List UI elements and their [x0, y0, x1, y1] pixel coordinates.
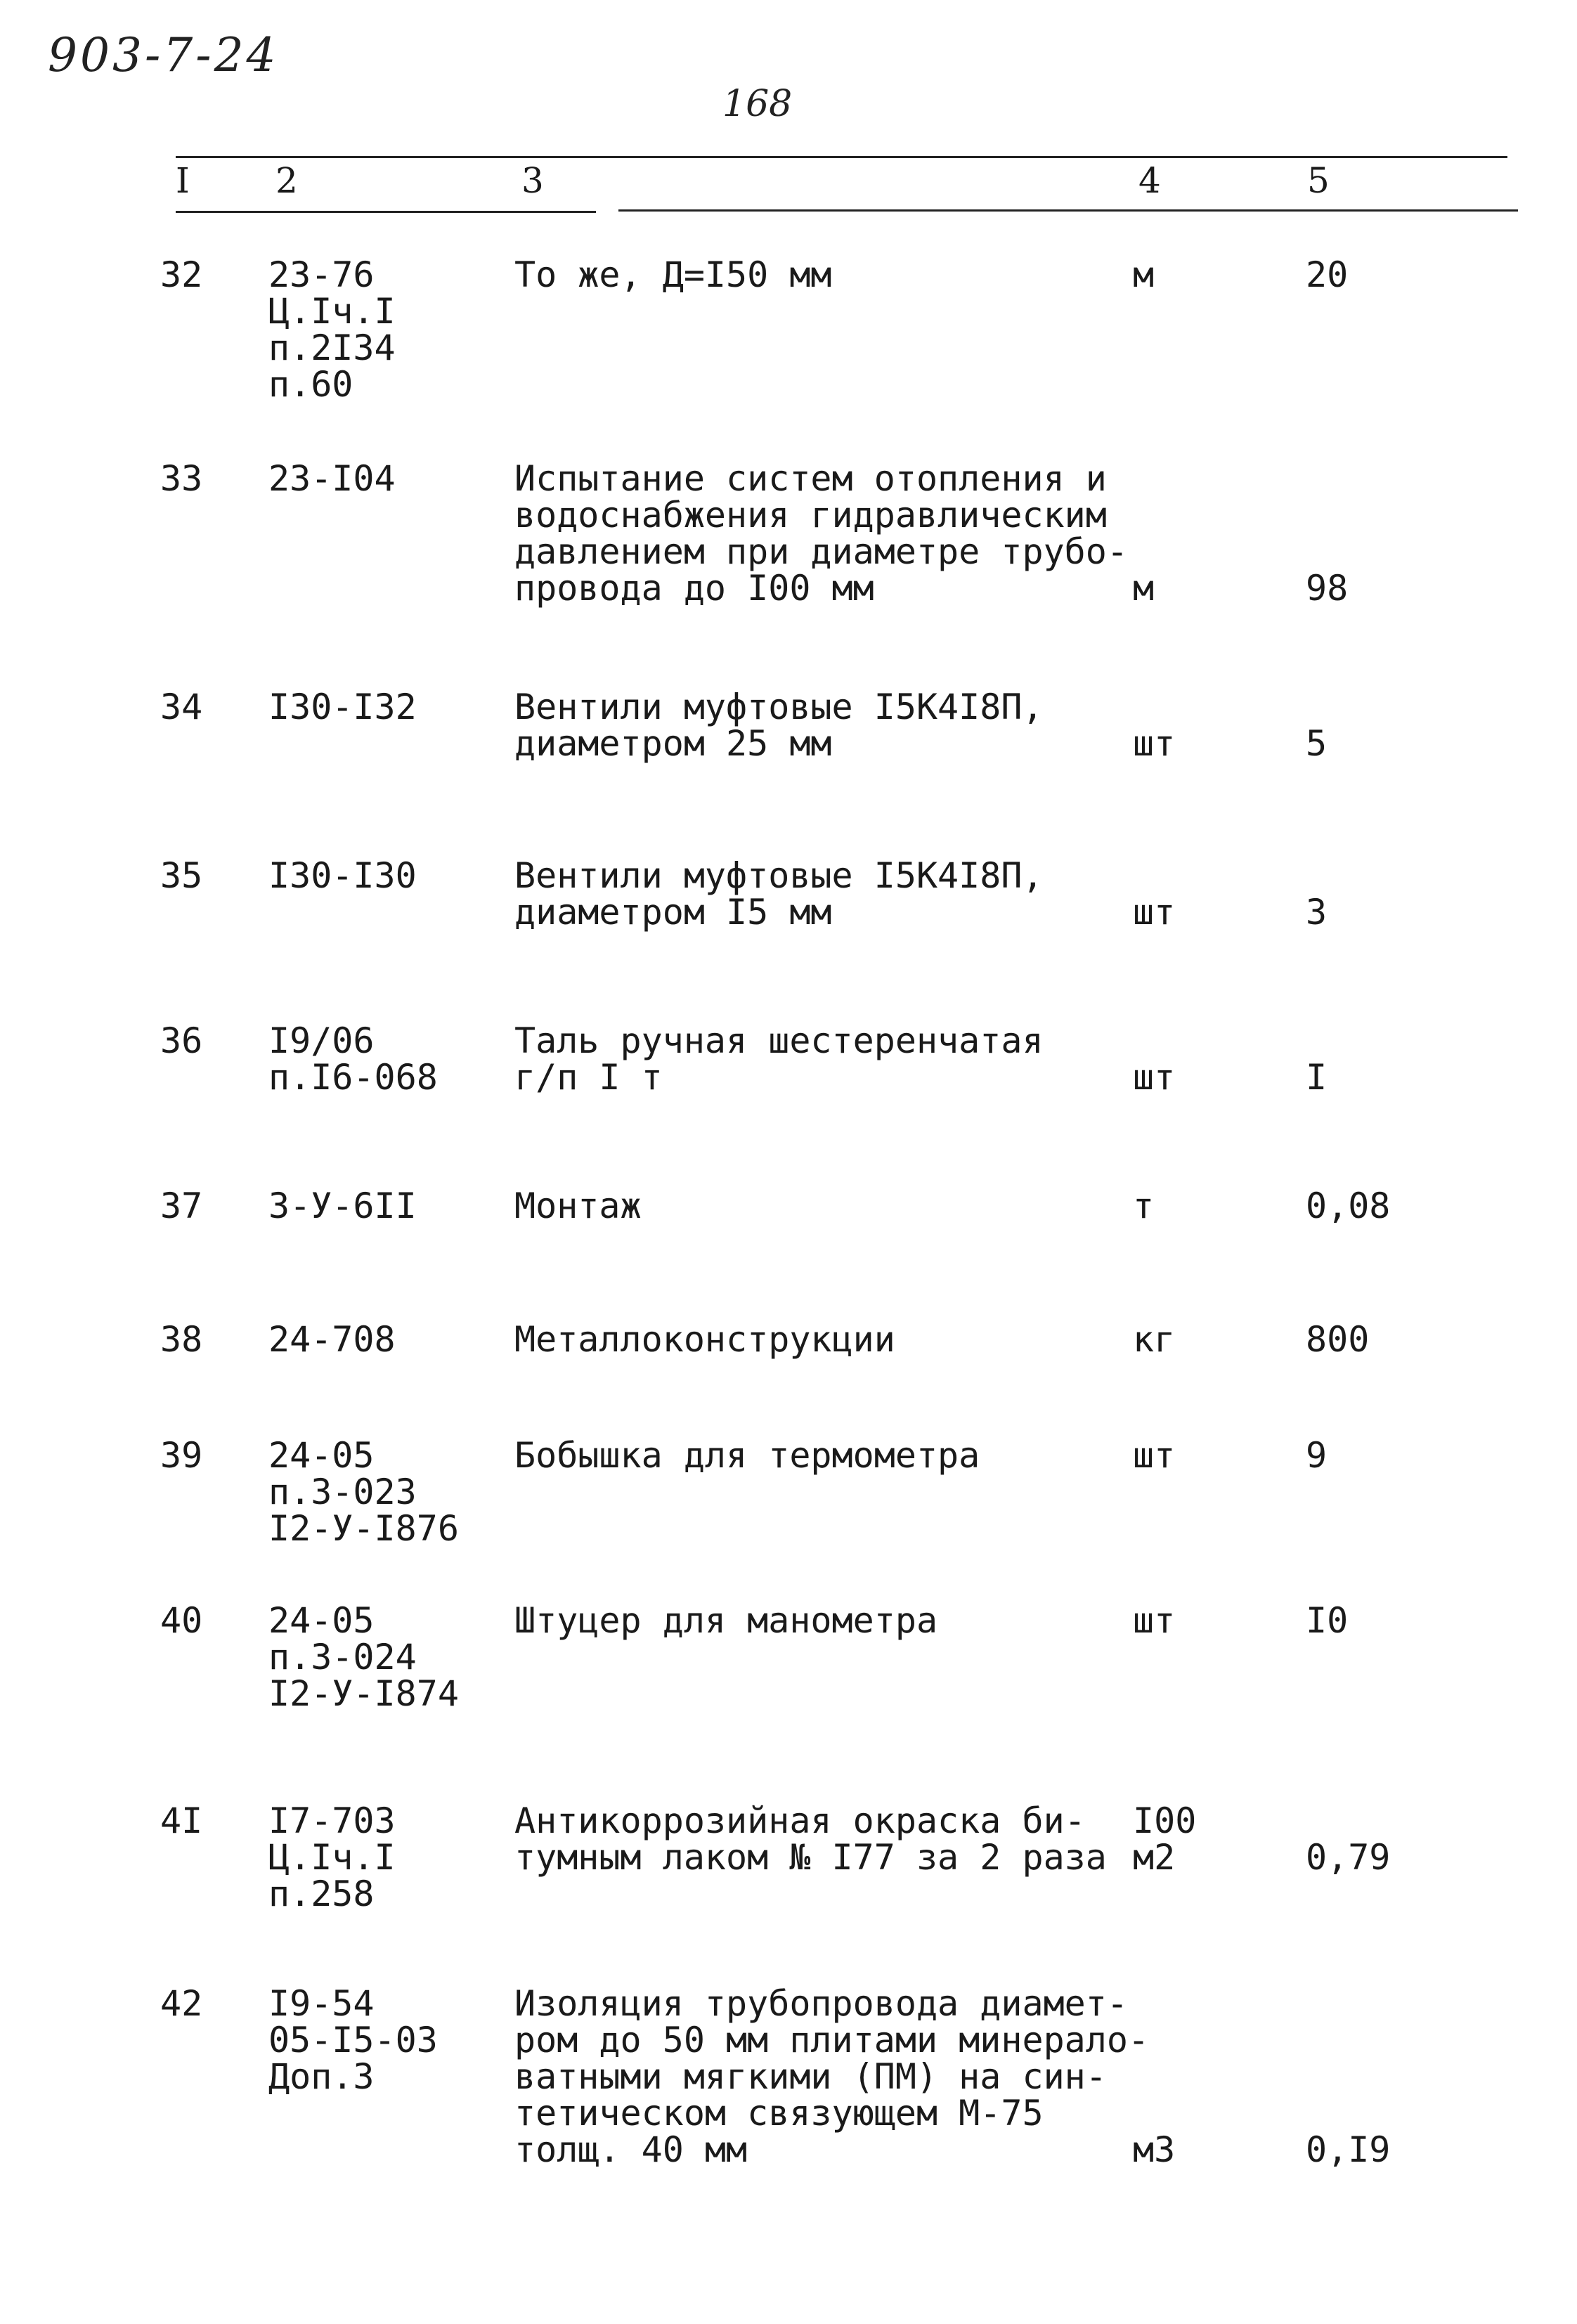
row-code-line: Ц.Iч.I: [268, 1837, 396, 1878]
header-col-5: 5: [1307, 160, 1330, 201]
row-quantity: 0,08: [1306, 1186, 1391, 1226]
row-description: [514, 855, 1044, 933]
row-description: [514, 1602, 937, 1639]
row-description-line: Испытание систем отопления и: [514, 458, 1107, 499]
row-code-line: п.60: [268, 364, 353, 405]
row-quantity: 3: [1306, 892, 1328, 933]
table-top-rule: [176, 156, 1507, 158]
row-code: [268, 254, 396, 405]
row-number: 34: [160, 687, 203, 727]
row-code: [268, 1188, 417, 1224]
row-description: [514, 1800, 1107, 1878]
row-code-line: 23-76: [268, 254, 375, 295]
row-code: [268, 857, 417, 894]
header-col-4: 4: [1138, 160, 1161, 201]
row-number: 37: [160, 1186, 203, 1226]
row-number: 38: [160, 1319, 203, 1360]
row-quantity: 0,79: [1306, 1837, 1391, 1878]
row-description-line: ватными мягкими (ПМ) на син-: [514, 2056, 1107, 2097]
row-code-line: п.2I34: [268, 327, 396, 368]
row-description: [514, 1321, 895, 1358]
row-unit: м: [1133, 568, 1155, 609]
row-number: 33: [160, 458, 203, 499]
row-code: [268, 1437, 459, 1547]
row-description-line: тетическом связующем М-75: [514, 2093, 1044, 2134]
row-description-line: Штуцер для манометра: [514, 1600, 938, 1641]
row-quantity: 800: [1306, 1319, 1370, 1360]
page-number: 168: [722, 83, 793, 125]
row-code: [268, 1602, 459, 1712]
row-description-line: ром до 50 мм плитами минерало-: [514, 2020, 1150, 2060]
row-description: [514, 1188, 642, 1224]
header-col-2: 2: [275, 160, 298, 201]
row-description-line: Вентили муфтовые I5К4I8П,: [514, 687, 1044, 727]
row-description-line: тумным лаком № I77 за 2 раза: [514, 1837, 1107, 1878]
row-code-line: 24-05: [268, 1435, 375, 1476]
row-description-line: толщ. 40 мм: [514, 2129, 748, 2170]
row-description-line: Металлоконструкции: [514, 1319, 895, 1360]
row-description-line: Таль ручная шестеренчатая: [514, 1020, 1044, 1061]
row-code-line: п.3-023: [268, 1472, 417, 1512]
row-description-line: Вентили муфтовые I5К4I8П,: [514, 855, 1044, 896]
row-code-line: п.I6-068: [268, 1057, 438, 1098]
row-quantity: 98: [1306, 568, 1349, 609]
row-code-line: 24-708: [268, 1319, 396, 1360]
row-code: [268, 1985, 438, 2095]
row-quantity: 20: [1306, 254, 1349, 295]
document-code: 903-7-24: [48, 28, 279, 82]
row-description: [514, 1020, 1044, 1098]
row-unit: шт: [1133, 723, 1176, 764]
row-unit: шт: [1133, 1435, 1176, 1476]
row-unit: шт: [1133, 1057, 1176, 1098]
row-description: [514, 1437, 980, 1474]
row-description-line: диаметром I5 мм: [514, 892, 832, 933]
row-code-line: п.258: [268, 1874, 375, 1914]
row-code-line: Ц.Iч.I: [268, 291, 396, 332]
row-quantity: I: [1306, 1057, 1328, 1098]
row-code: [268, 689, 417, 725]
row-description-line: Монтаж: [514, 1186, 642, 1226]
row-code: [268, 1800, 396, 1914]
row-code-line: I2-У-I876: [268, 1508, 459, 1549]
row-code-line: I9-54: [268, 1983, 375, 2024]
row-description-line: Изоляция трубопровода диамет-: [514, 1983, 1128, 2024]
row-unit: I00 м2: [1133, 1800, 1197, 1878]
row-quantity: I0: [1306, 1600, 1349, 1641]
header-col-1: I: [176, 160, 190, 201]
row-unit: т: [1133, 1186, 1155, 1226]
row-unit: шт: [1133, 1600, 1176, 1641]
row-description-line: То же, Д=I50 мм: [514, 254, 832, 295]
row-description-line: диаметром 25 мм: [514, 723, 832, 764]
row-unit: м: [1133, 254, 1155, 295]
row-unit: кг: [1133, 1319, 1176, 1360]
row-description-line: Бобышка для термометра: [514, 1435, 980, 1476]
row-unit: м3: [1133, 2129, 1176, 2170]
row-code-line: I7-703: [268, 1800, 396, 1841]
row-number: 35: [160, 855, 203, 896]
row-description: [514, 689, 1044, 762]
table-header-rule-left: [176, 211, 596, 213]
row-code-line: Доп.3: [268, 2056, 375, 2097]
row-code-line: 24-05: [268, 1600, 375, 1641]
row-number: 36: [160, 1020, 203, 1061]
header-col-3: 3: [521, 160, 544, 201]
row-code-line: I2-У-I874: [268, 1673, 459, 1714]
table-header-rule-right: [618, 209, 1518, 212]
row-number: 40: [160, 1600, 203, 1641]
row-description-line: Антикоррозийная окраска би-: [514, 1800, 1086, 1841]
row-description: [514, 254, 832, 295]
row-description: [514, 1985, 1149, 2168]
row-code-line: 3-У-6II: [268, 1186, 417, 1226]
row-code: [268, 1321, 396, 1358]
row-code-line: I30-I32: [268, 687, 417, 727]
row-description-line: провода до I00 мм: [514, 568, 874, 609]
row-description-line: давлением при диаметре трубо-: [514, 531, 1128, 572]
row-unit: шт: [1133, 892, 1176, 933]
row-code: [268, 460, 396, 497]
row-code-line: I9/06: [268, 1020, 375, 1061]
row-code: [268, 1020, 438, 1098]
row-quantity: 0,I9: [1306, 2129, 1391, 2170]
row-number: 39: [160, 1435, 203, 1476]
row-code-line: 05-I5-03: [268, 2020, 438, 2060]
row-description: [514, 458, 1128, 609]
row-number: 42: [160, 1983, 203, 2024]
row-code-line: I30-I30: [268, 855, 417, 896]
row-description-line: водоснабжения гидравлическим: [514, 495, 1107, 535]
row-code-line: п.3-024: [268, 1637, 417, 1677]
row-number: 32: [160, 254, 203, 295]
row-code-line: 23-I04: [268, 458, 396, 499]
row-quantity: 5: [1306, 723, 1328, 764]
row-description-line: г/п I т: [514, 1057, 663, 1098]
row-number: 4I: [160, 1800, 203, 1841]
row-quantity: 9: [1306, 1435, 1328, 1476]
